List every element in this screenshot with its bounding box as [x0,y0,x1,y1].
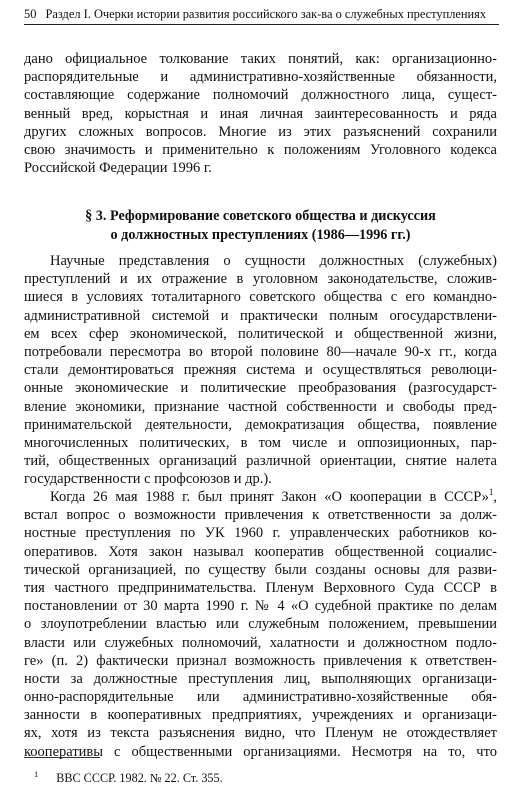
text-line: Научные представления о сущности должностных (служебных) [50,253,497,269]
text-line: ностные преступления по УК 1960 г. управленческих работников ко- [24,525,497,542]
text-line [24,488,497,506]
text-line: занности в кооперативных предприятиях, учреждениях и организаци- [24,707,497,724]
text-line: онно-распорядительные или административно-хозяйственные обя- [24,689,497,706]
text-line: кооперативы с общественными организациями. Несмотря на то, что [24,743,497,760]
page-number: 50 [24,7,37,21]
text-line: потребовали пересмотра во второй половине 80—начале 90-х гг., когда [24,343,497,360]
text-line: о злоупотреблении властью или служебным положением, превышении [24,616,497,633]
text-line: государственности с профсоюзов и др.). [24,471,272,488]
text-line: административной системой и практически полным огосударствлени- [24,307,497,324]
section-heading [24,207,497,244]
paragraph-1 [24,252,497,488]
text-line: тий, общественных организаций различной ориентации, снятие налета [24,453,497,470]
text-line: ях, хотя из текста разъяснения видно, что Пленум не отождествляет [24,725,497,742]
running-header [24,5,499,25]
text-line: оперативов. Хотя закон называл кооператив общественной социалис- [24,543,497,560]
text-line: преступлений и их отражение в уголовном законодательстве, сложив- [24,271,497,288]
text-line: онные экономические и политические преобразования (разгосударст- [24,380,497,397]
top-paragraph [24,50,497,177]
text-line: вление экономики, признание частной собственности и свободы пред- [24,398,497,415]
text-line: постановлении от 30 марта 1990 г. № 4 «О судебной практике по делам [24,598,497,615]
text-line: составляющие содержание полномочий должностного лица, сущест- [24,87,497,104]
text-line: власти или служебных полномочий, халатности и должностном подло- [24,634,497,651]
text-line: свою значимость и применительно к положениям Уголовного кодекса [24,141,497,158]
running-title: Раздел I. Очерки истории развития российского зак-ва о служебных преступлениях [45,7,487,21]
text-line: Российской Федерации 1996 г. [24,160,212,177]
text-line: ге» (п. 2) фактически признал возможность привлечения к ответствен- [24,652,497,669]
text-line: принимательской деятельности, демократизация общества, появление [24,416,497,433]
text-line: дано официальное толкование таких понятий, как: организационно- [24,51,497,67]
text-line: ем всех сфер экономической, политической и общественной жизни, [24,325,497,342]
text-line: ности за должностные преступления лиц, выполняющих организаци- [24,670,497,687]
footnote-text: ВВС СССР. 1982. № 22. Ст. 355. [56,771,223,786]
text-line: многочисленных политических, в том числе и оппозиционных, пар- [24,434,497,451]
text-line: распорядительные и административно-хозяйственные обязанности, [24,69,497,86]
first-line-text: Когда 26 мая 1988 г. был принят Закон «О кооперации в СССР» [50,489,489,505]
text-line: других сложных вопросов. Многие из этих разъяснений сохранили [24,123,497,140]
heading-line: о должностных преступлениях (1986—1996 гг.) [110,226,411,243]
text-line: тия частного предпринимательства. Пленум Верховного Суда СССР в [24,579,497,596]
text-line: венный вред, корыстная и иная личная заинтересованность и ряда [24,105,497,122]
heading-line: § 3. Реформирование советского общества и дискуссия [85,208,436,224]
footnote-mark: 1 [34,769,39,779]
paragraph-2 [24,488,497,761]
text-line: стали демонтироваться прежняя система и осуществляться революци- [24,362,497,379]
footnote [34,766,223,786]
text-line: встал вопрос о возможности привлечения к ответственности за долж- [24,507,497,524]
footnote-divider [24,757,100,758]
first-line-punct: , [493,489,497,505]
text-line: тической организацией, по существу были созданы основы для разви- [24,561,497,578]
footnote-reference[interactable]: 1 [488,487,494,498]
text-line: шиеся в условиях тоталитарного советского общества с его командно- [24,289,497,306]
